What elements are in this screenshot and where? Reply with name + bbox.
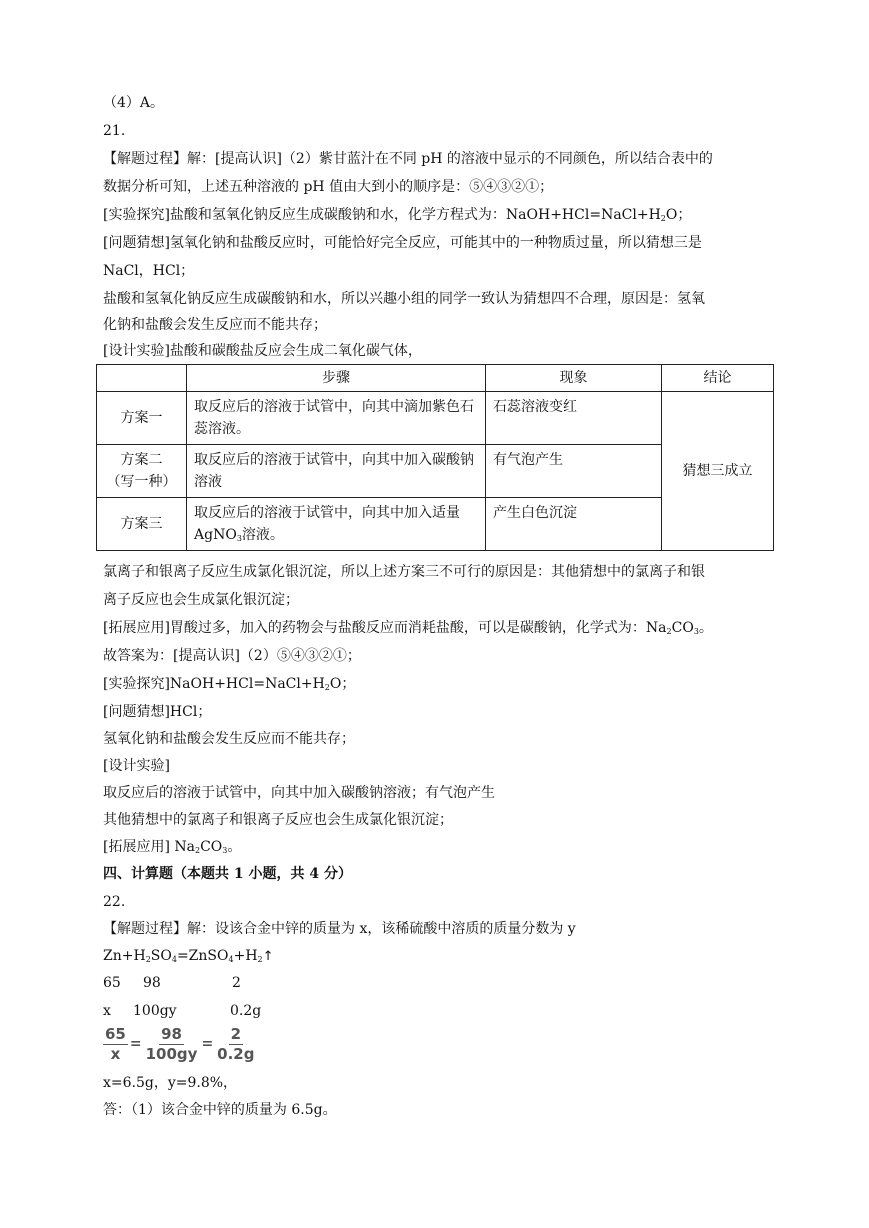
answer-summary-title: 故答案为：[提高认识]（2）⑤④③②①；: [103, 648, 361, 664]
table-row: [97, 392, 774, 445]
proportion-formula: $\frac{65}{x}$ = $\frac{98}{100gy}$ = $\frac{2}{0.2g}$: [105, 1024, 255, 1063]
table-header-steps: 步骤: [187, 365, 486, 392]
table-header-row: [97, 365, 774, 392]
reason-line-continued: 化钠和盐酸会发生反应而不能共存；: [103, 317, 327, 333]
molar-mass-2: 2: [232, 975, 241, 991]
section-heading: 四、计算题（本题共 1 小题，共 4 分）: [103, 866, 352, 882]
solution-text-line: 数据分析可知，上述五种溶液的 pH 值由大到小的顺序是：⑤④③②①；: [103, 179, 554, 195]
table-header-phenomenon: 现象: [486, 365, 662, 392]
variable-100gy: 100gy: [133, 1003, 177, 1019]
step-cell: 取反应后的溶液于试管中，向其中加入碳酸钠溶液: [187, 445, 486, 498]
variable-x: x: [103, 1003, 111, 1019]
hypothesis-answer: NaCl，HCl；: [103, 263, 195, 279]
phenomenon-cell: 石蕊溶液变红: [486, 392, 662, 445]
phenomenon-cell: 产生白色沉淀: [486, 498, 662, 551]
extension-application-line: [拓展应用]胃酸过多，加入的药物会与盐酸反应而消耗盐酸，可以是碳酸钠，化学式为：$Na_2CO_3$。: [103, 620, 713, 636]
silver-chloride-reason: 氯离子和银离子反应生成氯化银沉淀，所以上述方案三不可行的原因是：其他猜想中的氯离子和银: [103, 564, 705, 580]
calc-intro: 【解题过程】解：设该合金中锌的质量为 x，该稀硫酸中溶质的质量分数为 y: [103, 921, 576, 937]
plan-cell: 方案二 （写一种）: [97, 445, 187, 498]
reason-line: 盐酸和氢氧化钠反应生成碳酸钠和水，所以兴趣小组的同学一致认为猜想四不合理，原因是：氢氧: [103, 291, 705, 307]
molar-mass-98: 98: [143, 975, 161, 991]
answer-design-reason: 其他猜想中的氯离子和银离子反应也会生成氯化银沉淀；: [103, 812, 453, 828]
answer-design-title: [设计实验]: [103, 758, 170, 774]
plan-cell: 方案一: [97, 392, 187, 445]
design-experiment-line: [设计实验]盐酸和碳酸盐反应会生成二氧化碳气体，: [103, 343, 422, 359]
answer-experiment: [实验探究]$NaOH+HCl=NaCl+H_2O$；: [103, 676, 356, 692]
answer-design: 取反应后的溶液于试管中，向其中加入碳酸钠溶液；有气泡产生: [103, 785, 495, 801]
answer-extension: [拓展应用] $Na_2CO_3$。: [103, 839, 242, 855]
experiment-table: [96, 364, 774, 551]
fraction: $\frac{98}{100gy}$: [145, 1024, 198, 1063]
variable-0-2g: 0.2g: [230, 1003, 262, 1019]
solution-paragraph: 【解题过程】解：[提高认识]（2）紫甘蓝汁在不同 pH 的溶液中显示的不同颜色，所以结合表中的: [103, 151, 713, 167]
calc-result: x=6.5g，y=9.8%，: [103, 1075, 238, 1091]
molar-mass-65: 65: [103, 975, 121, 991]
question-number-22: 22.: [103, 894, 126, 910]
phenomenon-cell: 有气泡产生: [486, 445, 662, 498]
fraction: $\frac{2}{0.2g}$: [217, 1024, 255, 1063]
step-cell: 取反应后的溶液于试管中，向其中滴加紫色石蕊溶液。: [187, 392, 486, 445]
experiment-equation-line: [实验探究]盐酸和氢氧化钠反应生成碳酸钠和水，化学方程式为：$NaOH+HCl=NaCl+H_2O$；: [103, 207, 692, 223]
answer-line-4: （4）A。: [103, 95, 165, 111]
silver-chloride-reason-cont: 离子反应也会生成氯化银沉淀；: [103, 592, 299, 608]
hypothesis-line: [问题猜想]氢氧化钠和盐酸反应时，可能恰好完全反应，可能其中的一种物质过量，所以猜想三是: [103, 235, 702, 251]
table-header-conclusion: 结论: [662, 365, 774, 392]
final-answer: 答：（1）该合金中锌的质量为 6.5g。: [103, 1102, 337, 1118]
question-number-21: 21.: [103, 123, 126, 139]
conclusion-cell: 猜想三成立: [662, 392, 774, 551]
up-arrow-icon: ↑: [262, 949, 274, 964]
step-cell: 取反应后的溶液于试管中，向其中加入适量AgNO$_3$溶液。: [187, 498, 486, 551]
answer-reason: 氢氧化钠和盐酸会发生反应而不能共存；: [103, 731, 355, 747]
plan-cell: 方案三: [97, 498, 187, 551]
table-header-empty: [97, 365, 187, 392]
chemical-equation: $Zn+H_2SO_4=ZnSO_4+H_2↑$: [103, 948, 274, 964]
answer-hypothesis: [问题猜想]HCl；: [103, 704, 212, 720]
fraction: $\frac{65}{x}$: [105, 1024, 126, 1063]
